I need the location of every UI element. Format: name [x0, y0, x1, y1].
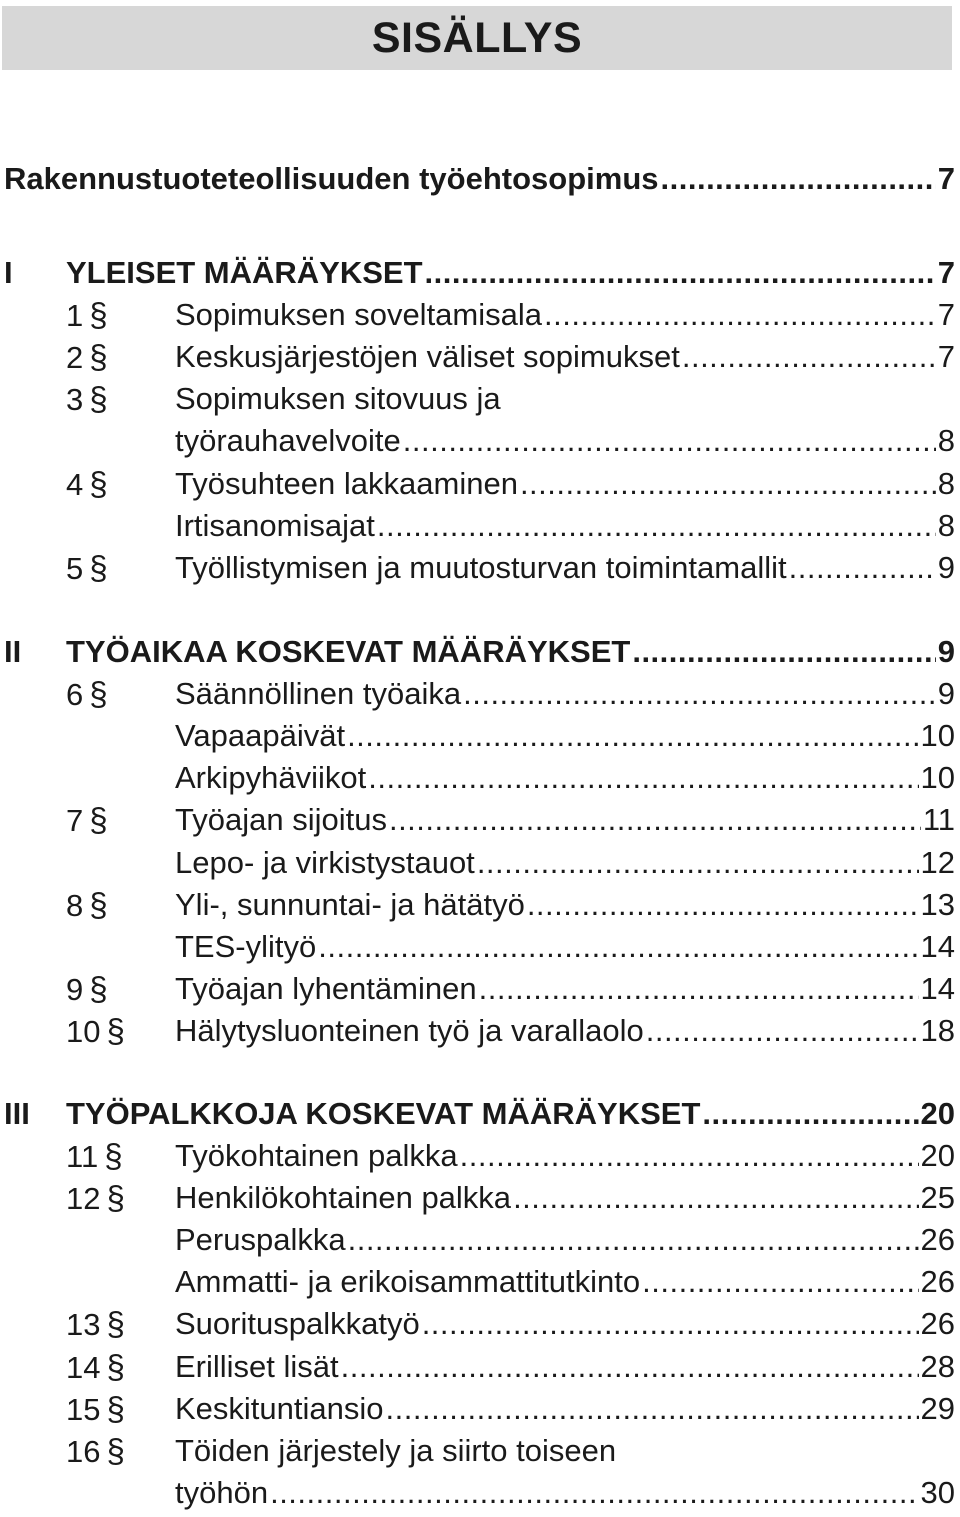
toc-entry [175, 1219, 955, 1261]
toc-entry [175, 1010, 955, 1052]
toc-leader-dots [646, 1010, 919, 1052]
toc-section-row[interactable] [0, 505, 955, 547]
toc-section-row[interactable] [0, 336, 955, 378]
toc-entry-label: Keskituntiansio [175, 1391, 384, 1426]
section-number [66, 1177, 166, 1220]
toc-entry [175, 378, 955, 420]
toc-page-number: 30 [920, 1475, 955, 1510]
section-number [66, 884, 166, 927]
section-number [66, 294, 166, 337]
toc-entry-label: Vapaapäivät [175, 718, 346, 753]
section-number-value: 4 [66, 467, 84, 502]
toc-entry [175, 673, 955, 715]
toc-entry-label: Erilliset lisät [175, 1349, 339, 1384]
section-symbol: § [89, 549, 108, 586]
toc-entry-label: Sopimuksen soveltamisala [175, 297, 543, 332]
toc-page-number: 9 [937, 550, 955, 585]
section-number [66, 463, 166, 506]
toc-page-number: 12 [920, 845, 955, 880]
toc-section-row[interactable] [0, 547, 955, 589]
toc-leader-dots [422, 1303, 919, 1345]
toc-entry-label: Keskusjärjestöjen väliset sopimukset [175, 339, 680, 374]
section-symbol: § [104, 1137, 123, 1174]
toc-section-row[interactable] [0, 1472, 955, 1514]
toc-entry-label: YLEISET MÄÄRÄYKSET [66, 255, 423, 290]
toc-leader-dots [389, 799, 921, 841]
section-number-value: 10 [66, 1014, 101, 1049]
toc-leader-dots [347, 715, 918, 757]
toc-section-row[interactable] [0, 294, 955, 336]
section-symbol: § [106, 1179, 125, 1216]
toc-page-number: 10 [920, 760, 955, 795]
toc-page-number: 8 [937, 466, 955, 501]
toc-section-row[interactable] [0, 1177, 955, 1219]
toc-leader-dots [527, 884, 919, 926]
section-number-value: 2 [66, 340, 84, 375]
toc-section-row[interactable] [0, 378, 955, 420]
toc-section-row[interactable] [0, 799, 955, 841]
toc-entry-label: Säännöllinen työaika [175, 676, 462, 711]
toc-entry [66, 1093, 955, 1135]
toc-leader-dots [460, 1135, 919, 1177]
section-number [66, 1388, 166, 1431]
toc-entry-label: Irtisanomisajat [175, 508, 375, 543]
section-symbol: § [89, 338, 108, 375]
toc-page-number: 9 [937, 676, 955, 711]
toc-entry-label: Arkipyhäviikot [175, 760, 367, 795]
toc-page-number: 8 [937, 423, 955, 458]
toc-entry-label: Työllistymisen ja muutosturvan toimintamallit [175, 550, 787, 585]
section-number-value: 1 [66, 298, 84, 333]
section-number [66, 673, 166, 716]
section-number [66, 1010, 166, 1053]
toc-entry-label: Työajan sijoitus [175, 802, 387, 837]
toc-entry-label: Ammatti- ja erikoisammattitutkinto [175, 1264, 641, 1299]
section-number-value: 6 [66, 677, 84, 712]
toc-page-number: 8 [937, 508, 955, 543]
toc-entry-label: Työkohtainen palkka [175, 1138, 458, 1173]
section-symbol: § [89, 886, 108, 923]
toc-page-number: 9 [937, 634, 955, 669]
section-symbol: § [106, 1390, 125, 1427]
section-number-value: 5 [66, 551, 84, 586]
toc-entry-label: Peruspalkka [175, 1222, 346, 1257]
toc-section-row[interactable] [0, 968, 955, 1010]
toc-entry [175, 547, 955, 589]
toc-leader-dots [702, 1093, 918, 1135]
toc-entry-label: Työsuhteen lakkaaminen [175, 466, 518, 501]
section-number-value: 14 [66, 1350, 101, 1385]
toc-page-number: 26 [920, 1306, 955, 1341]
toc-leader-dots [270, 1472, 918, 1514]
toc-leader-dots [386, 1388, 919, 1430]
toc-entry-label: TYÖAIKAA KOSKEVAT MÄÄRÄYKSET [66, 634, 631, 669]
toc-leader-dots [318, 926, 918, 968]
toc-section-row[interactable] [0, 1388, 955, 1430]
section-symbol: § [106, 1348, 125, 1385]
toc-entry [175, 1388, 955, 1430]
section-number [66, 799, 166, 842]
section-number-value: 11 [66, 1139, 99, 1174]
section-symbol: § [89, 675, 108, 712]
section-symbol: § [89, 380, 108, 417]
section-number-value: 3 [66, 382, 84, 417]
section-symbol: § [106, 1305, 125, 1342]
toc-section-row[interactable] [0, 1219, 955, 1261]
section-number [66, 378, 166, 421]
toc-entry [175, 1346, 955, 1388]
toc-entry [175, 926, 955, 968]
toc-entry [175, 505, 955, 547]
section-number-value: 12 [66, 1181, 101, 1216]
toc-entry-label: Töiden järjestely ja siirto toiseen [175, 1433, 617, 1468]
toc-leader-dots [348, 1219, 919, 1261]
toc-entry [175, 968, 955, 1010]
part-roman-numeral: III [4, 1096, 30, 1131]
toc-entry-label: Hälytysluonteinen työ ja varallaolo [175, 1013, 644, 1048]
toc-entry [4, 158, 955, 200]
section-number-value: 16 [66, 1434, 101, 1469]
toc-entry-label: Suorituspalkkatyö [175, 1306, 420, 1341]
section-number [66, 336, 166, 379]
toc-part-heading[interactable] [0, 252, 955, 294]
toc-section-row[interactable] [0, 842, 955, 884]
toc-entry [175, 1472, 955, 1514]
section-number [66, 1430, 166, 1473]
toc-leader-dots [403, 420, 936, 462]
toc-entry [175, 336, 955, 378]
section-number-value: 7 [66, 803, 84, 838]
toc-page-number: 11 [922, 802, 955, 837]
toc-page-number: 7 [937, 339, 955, 374]
toc-page-number: 13 [920, 887, 955, 922]
toc-leader-dots [642, 1261, 918, 1303]
toc-entry [175, 1177, 955, 1219]
toc-entry-label: TES-ylityö [175, 929, 317, 964]
toc-leader-dots [544, 294, 936, 336]
toc-leader-dots [661, 158, 936, 200]
toc-section-row[interactable] [0, 420, 955, 462]
toc-page-number: 10 [920, 718, 955, 753]
toc-entry [175, 715, 955, 757]
section-number-value: 13 [66, 1307, 101, 1342]
part-roman-numeral: II [4, 634, 22, 669]
toc-entry-label: työhön [175, 1475, 269, 1510]
toc-page-number: 14 [920, 929, 955, 964]
toc-leader-dots [513, 1177, 918, 1219]
toc-section-row[interactable] [0, 673, 955, 715]
toc-entry [175, 842, 955, 884]
toc-page-number: 7 [937, 161, 955, 196]
toc-page-number: 14 [920, 971, 955, 1006]
toc-page-number: 26 [920, 1222, 955, 1257]
toc-section-row[interactable] [0, 1346, 955, 1388]
toc-entry-label: Yli-, sunnuntai- ja hätätyö [175, 887, 525, 922]
section-number [66, 1303, 166, 1346]
toc-leader-dots [368, 757, 918, 799]
toc-leader-dots [479, 968, 919, 1010]
toc-entry-label: TYÖPALKKOJA KOSKEVAT MÄÄRÄYKSET [66, 1096, 701, 1131]
toc-entry [175, 1430, 955, 1472]
toc-entry [175, 757, 955, 799]
toc-entry-label: Sopimuksen sitovuus ja [175, 381, 501, 416]
toc-entry-label: Henkilökohtainen palkka [175, 1180, 512, 1215]
toc-entry [175, 799, 955, 841]
section-symbol: § [89, 465, 108, 502]
toc-entry [175, 294, 955, 336]
toc-leader-dots [425, 252, 936, 294]
toc-section-row[interactable] [0, 1261, 955, 1303]
toc-section-row[interactable] [0, 1430, 955, 1472]
toc-entry [175, 463, 955, 505]
toc-section-row[interactable] [0, 884, 955, 926]
toc-entry [66, 252, 955, 294]
toc-leader-dots [520, 463, 936, 505]
toc-leader-dots [463, 673, 936, 715]
toc-page-number: 26 [920, 1264, 955, 1299]
toc-entry [175, 884, 955, 926]
section-symbol: § [89, 970, 108, 1007]
toc-entry [66, 631, 955, 673]
toc-entry-label: Lepo- ja virkistystauot [175, 845, 475, 880]
toc-entry [175, 1303, 955, 1345]
toc-section-row[interactable] [0, 757, 955, 799]
toc-page-number: 28 [920, 1349, 955, 1384]
toc-entry [175, 1135, 955, 1177]
toc-leader-dots [341, 1346, 919, 1388]
toc-leader-dots [632, 631, 935, 673]
toc-page-number: 7 [937, 297, 955, 332]
toc-part-heading[interactable] [0, 631, 955, 673]
toc-section-row[interactable] [0, 1303, 955, 1345]
toc-page-number: 29 [920, 1391, 955, 1426]
title-bar [2, 6, 952, 70]
section-number [66, 1135, 166, 1178]
section-number-value: 9 [66, 972, 84, 1007]
section-symbol: § [106, 1432, 125, 1469]
toc-section-row[interactable] [0, 1010, 955, 1052]
section-number [66, 547, 166, 590]
toc-entry-label: työrauhavelvoite [175, 423, 401, 458]
toc-entry-label: Työajan lyhentäminen [175, 971, 477, 1006]
toc-section-row[interactable] [0, 926, 955, 968]
toc-entry [175, 1261, 955, 1303]
toc-section-row[interactable] [0, 715, 955, 757]
toc-entry [175, 420, 955, 462]
toc-leader-dots [377, 505, 936, 547]
section-number-value: 15 [66, 1392, 101, 1427]
toc-section-row[interactable] [0, 1135, 955, 1177]
toc-section-row[interactable] [0, 463, 955, 505]
section-symbol: § [106, 1012, 125, 1049]
page-title: SISÄLLYS [371, 13, 583, 62]
section-number-value: 8 [66, 888, 84, 923]
toc-document-title[interactable] [0, 158, 955, 200]
toc-leader-dots [477, 842, 919, 884]
toc-page-number: 20 [920, 1096, 955, 1131]
toc-part-heading[interactable] [0, 1093, 955, 1135]
toc-page-number: 18 [920, 1013, 955, 1048]
section-number [66, 1346, 166, 1389]
part-roman-numeral: I [4, 255, 13, 290]
toc-leader-dots [789, 547, 936, 589]
toc-entry-label: Rakennustuoteteollisuuden työehtosopimus [4, 161, 659, 196]
section-symbol: § [89, 296, 108, 333]
section-number [66, 968, 166, 1011]
toc-page-number: 7 [937, 255, 955, 290]
toc-page-number: 20 [920, 1138, 955, 1173]
section-symbol: § [89, 801, 108, 838]
toc-page-number: 25 [920, 1180, 955, 1215]
toc-leader-dots [682, 336, 936, 378]
